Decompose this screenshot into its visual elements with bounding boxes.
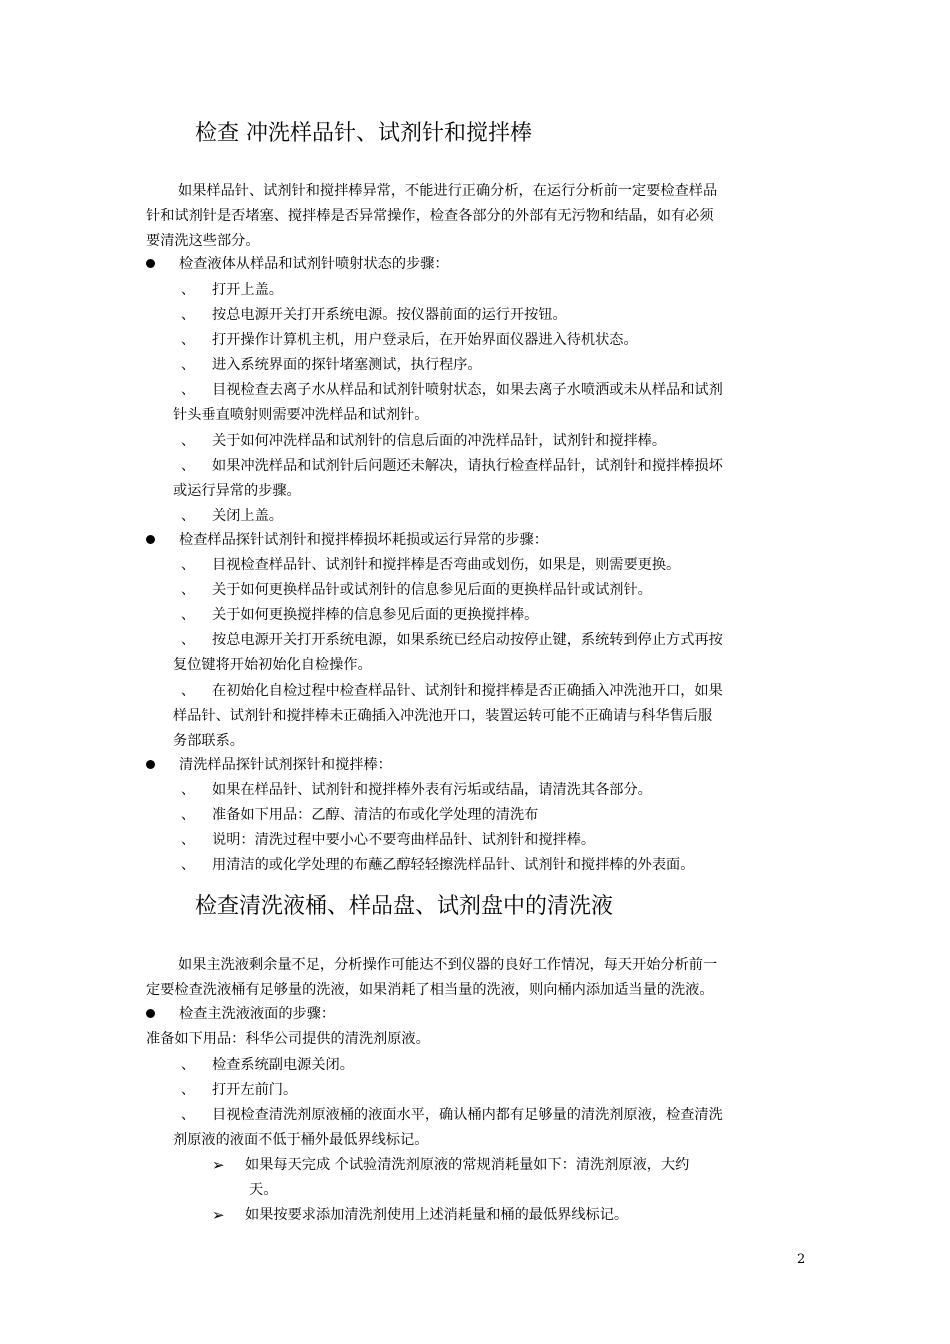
step-marker: 、 <box>181 307 195 323</box>
step-marker: 、 <box>181 782 195 798</box>
section-heading: 检查 冲洗样品针、试剂针和搅拌棒 <box>195 121 532 146</box>
step-marker: 、 <box>181 332 195 348</box>
bullet-icon <box>146 259 155 268</box>
arrow-bullet-icon: ➢ <box>212 1156 225 1174</box>
step-text: 关于如何更换搅拌棒的信息参见后面的更换搅拌棒。 <box>212 607 539 623</box>
sub-item-text-continued: 天。 <box>249 1182 278 1198</box>
bullet-icon <box>146 1009 155 1018</box>
paragraph-line: 如果主洗液剩余量不足，分析操作可能达不到仪器的良好工作情况，每天开始分析前一 <box>178 957 718 973</box>
step-marker: 、 <box>181 557 195 573</box>
step-text: 在初始化自检过程中检查样品针、试剂针和搅拌棒是否正确插入冲洗池开口，如果 <box>212 683 723 699</box>
step-text: 按总电源开关打开系统电源。按仪器前面的运行开按钮。 <box>212 307 567 323</box>
step-text: 关于如何冲洗样品和试剂针的信息后面的冲洗样品针，试剂针和搅拌棒。 <box>212 433 667 449</box>
step-text: 关于如何更换样品针或试剂针的信息参见后面的更换样品针或试剂针。 <box>212 582 652 598</box>
arrow-bullet-icon: ➢ <box>212 1206 225 1224</box>
list-heading: 清洗样品探针试剂探针和搅拌棒： <box>179 757 392 773</box>
step-marker: 、 <box>181 857 195 873</box>
step-marker: 、 <box>181 607 195 623</box>
sub-item-text: 如果按要求添加清洗剂使用上述消耗量和桶的最低界线标记。 <box>245 1207 629 1223</box>
paragraph-line: 如果样品针、试剂针和搅拌棒异常，不能进行正确分析，在运行分析前一定要检查样品 <box>178 183 718 199</box>
bullet-icon <box>146 760 155 769</box>
step-text-continued: 样品针、试剂针和搅拌棒未正确插入冲洗池开口，装置运转可能不正确请与科华售后服 <box>173 708 713 724</box>
step-text-continued: 复位键将开始初始化自检操作。 <box>173 657 372 673</box>
bullet-icon <box>146 535 155 544</box>
step-text-continued: 务部联系。 <box>173 733 244 749</box>
step-text: 打开上盖。 <box>212 282 283 298</box>
step-text: 说明：清洗过程中要小心不要弯曲样品针、试剂针和搅拌棒。 <box>212 832 596 848</box>
step-text: 关闭上盖。 <box>212 508 283 524</box>
step-marker: 、 <box>181 282 195 298</box>
step-marker: 、 <box>181 433 195 449</box>
step-text: 进入系统界面的探针堵塞测试，执行程序。 <box>212 357 482 373</box>
step-marker: 、 <box>181 582 195 598</box>
prep-line: 准备如下用品：科华公司提供的清洗剂原液。 <box>146 1031 430 1047</box>
step-marker: 、 <box>181 1082 195 1098</box>
step-marker: 、 <box>181 683 195 699</box>
list-heading: 检查样品探针试剂针和搅拌棒损坏耗损或运行异常的步骤： <box>179 532 548 548</box>
step-text: 目视检查样品针、试剂针和搅拌棒是否弯曲或划伤，如果是，则需要更换。 <box>212 557 681 573</box>
step-marker: 、 <box>181 832 195 848</box>
step-marker: 、 <box>181 807 195 823</box>
step-marker: 、 <box>181 1107 195 1123</box>
step-marker: 、 <box>181 458 195 474</box>
step-text: 准备如下用品：乙醇、清洁的布或化学处理的清洗布 <box>212 807 539 823</box>
paragraph-line: 针和试剂针是否堵塞、搅拌棒是否异常操作，检查各部分的外部有无污物和结晶，如有必须 <box>146 208 714 224</box>
step-text: 按总电源开关打开系统电源，如果系统已经启动按停止键，系统转到停止方式再按 <box>212 632 723 648</box>
sub-item-text: 如果每天完成 个试验清洗剂原液的常规消耗量如下：清洗剂原液，大约 <box>245 1157 690 1173</box>
step-text-continued: 针头垂直喷射则需要冲洗样品和试剂针。 <box>173 407 429 423</box>
step-marker: 、 <box>181 632 195 648</box>
list-heading: 检查液体从样品和试剂针喷射状态的步骤： <box>179 256 449 272</box>
paragraph-line: 定要检查洗液桶有足够量的洗液，如果消耗了相当量的洗液，则向桶内添加适当量的洗液。 <box>146 982 714 998</box>
step-text: 用清洁的或化学处理的布蘸乙醇轻轻擦洗样品针、试剂针和搅拌棒的外表面。 <box>212 857 695 873</box>
step-text: 目视检查去离子水从样品和试剂针喷射状态，如果去离子水喷洒或未从样品和试剂 <box>212 382 723 398</box>
step-text: 打开操作计算机主机，用户登录后，在开始界面仪器进入待机状态。 <box>212 332 638 348</box>
paragraph-line: 要清洗这些部分。 <box>146 233 260 249</box>
step-text-continued: 剂原液的液面不低于桶外最低界线标记。 <box>173 1132 429 1148</box>
page-number: 2 <box>797 1252 806 1267</box>
step-text: 检查系统副电源关闭。 <box>212 1057 354 1073</box>
step-marker: 、 <box>181 508 195 524</box>
step-text: 如果冲洗样品和试剂针后问题还未解决，请执行检查样品针，试剂针和搅拌棒损坏 <box>212 458 723 474</box>
step-marker: 、 <box>181 382 195 398</box>
step-marker: 、 <box>181 357 195 373</box>
step-text: 打开左前门。 <box>212 1082 298 1098</box>
list-heading: 检查主洗液液面的步骤： <box>179 1006 336 1022</box>
step-marker: 、 <box>181 1057 195 1073</box>
step-text: 目视检查清洗剂原液桶的液面水平，确认桶内都有足够量的清洗剂原液，检查清洗 <box>212 1107 723 1123</box>
step-text-continued: 或运行异常的步骤。 <box>173 483 301 499</box>
section-heading: 检查清洗液桶、样品盘、试剂盘中的清洗液 <box>195 894 614 919</box>
step-text: 如果在样品针、试剂针和搅拌棒外表有污垢或结晶，请清洗其各部分。 <box>212 782 652 798</box>
